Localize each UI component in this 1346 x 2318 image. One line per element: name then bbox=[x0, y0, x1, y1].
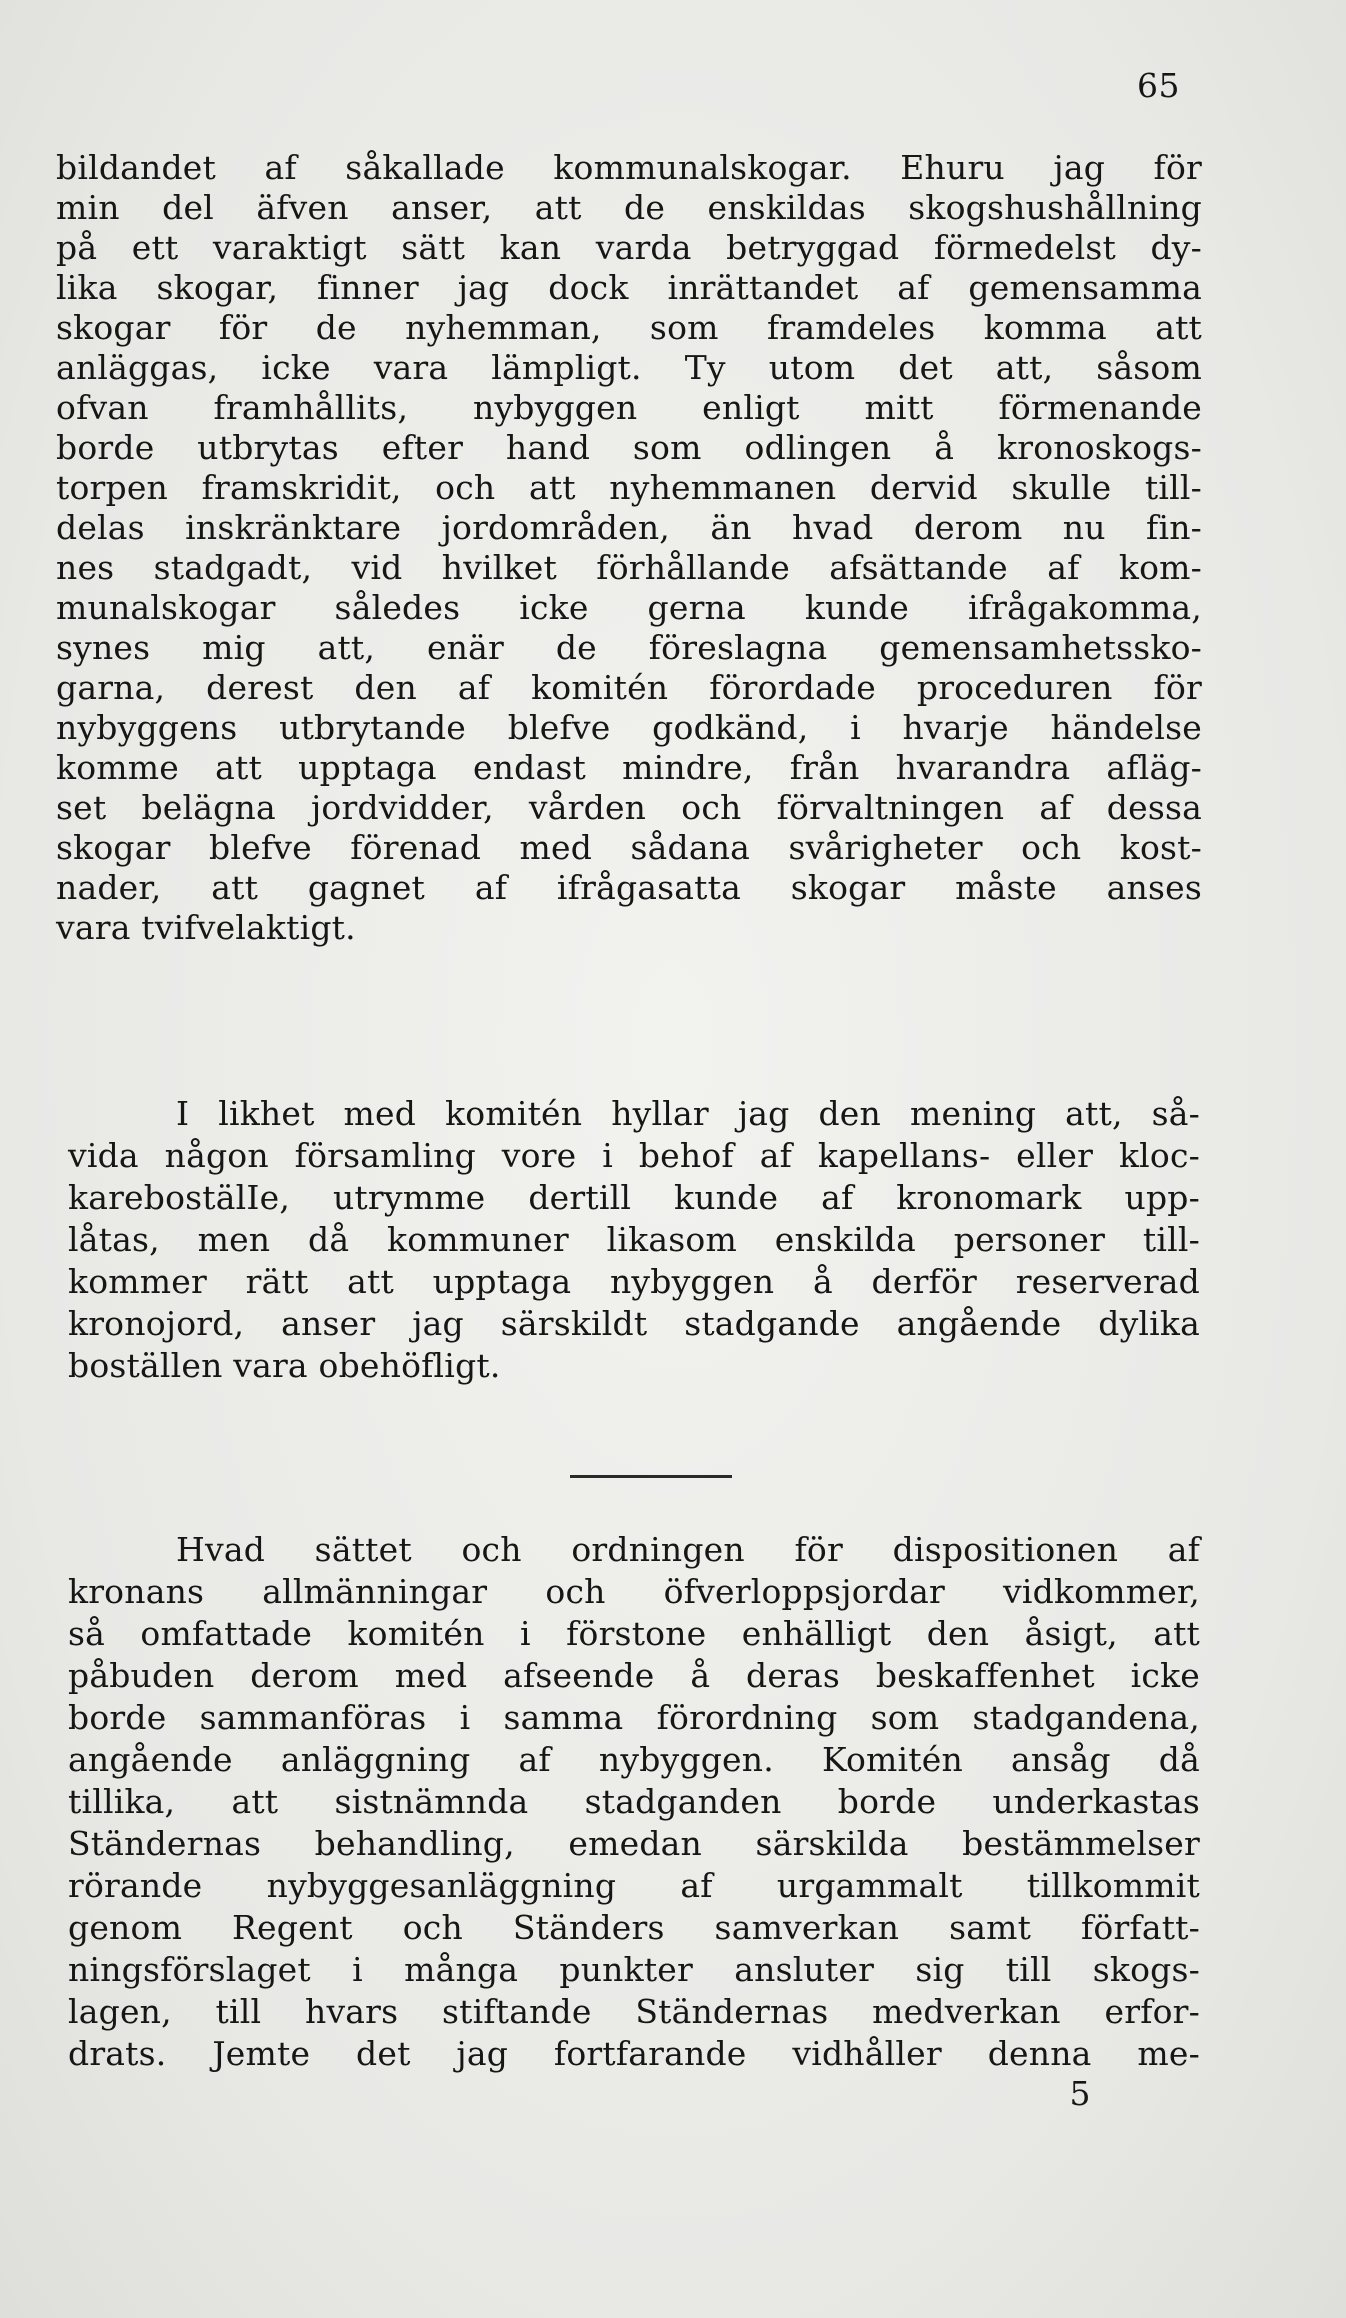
text-line: min del äfven anser, att de enskildas skogshushållning bbox=[56, 188, 1202, 227]
text-line: skogar blefve förenad med sådana svårigheter och kost- bbox=[56, 828, 1202, 867]
text-line: bildandet af såkallade kommunalskogar. Ehuru jag för bbox=[56, 148, 1202, 187]
text-line: karebostälIe, utrymme dertill kunde af kronomark upp- bbox=[68, 1178, 1200, 1217]
text-line: nes stadgadt, vid hvilket förhållande afsättande af kom- bbox=[56, 548, 1202, 587]
text-line: kronojord, anser jag särskildt stadgande angående dylika bbox=[68, 1304, 1200, 1343]
text-line: nybyggens utbrytande blefve godkänd, i hvarje händelse bbox=[56, 708, 1202, 747]
text-line: I likhet med komitén hyllar jag den mening att, så- bbox=[176, 1094, 1200, 1133]
text-line: rörande nybyggesanläggning af urgammalt tillkommit bbox=[68, 1866, 1200, 1905]
text-line: genom Regent och Ständers samverkan samt författ- bbox=[68, 1908, 1200, 1947]
text-line: lika skogar, finner jag dock inrättandet af gemensamma bbox=[56, 268, 1202, 307]
text-line: ofvan framhållits, nybyggen enligt mitt förmenande bbox=[56, 388, 1202, 427]
text-line: synes mig att, enär de föreslagna gemensamhetssko- bbox=[56, 628, 1202, 667]
text-line: delas inskränktare jordområden, än hvad derom nu fin- bbox=[56, 508, 1202, 547]
text-line: Hvad sättet och ordningen för dispositionen af bbox=[176, 1530, 1200, 1569]
text-line: nader, att gagnet af ifrågasatta skogar måste anses bbox=[56, 868, 1202, 907]
text-line: torpen framskridit, och att nyhemmanen dervid skulle till- bbox=[56, 468, 1202, 507]
text-line: drats. Jemte det jag fortfarande vidhåller denna me- bbox=[68, 2034, 1200, 2073]
text-line: vara tvifvelaktigt. bbox=[56, 908, 356, 947]
text-line: vida någon församling vore i behof af kapellans- eller kloc- bbox=[68, 1136, 1200, 1175]
section-divider bbox=[570, 1475, 732, 1478]
text-line: boställen vara obehöfligt. bbox=[68, 1346, 501, 1385]
text-line: på ett varaktigt sätt kan varda betryggad förmedelst dy- bbox=[56, 228, 1202, 267]
text-line: kommer rätt att upptaga nybyggen å derför reserverad bbox=[68, 1262, 1200, 1301]
text-line: komme att upptaga endast mindre, från hvarandra afläg- bbox=[56, 748, 1202, 787]
text-line: garna, derest den af komitén förordade proceduren för bbox=[56, 668, 1202, 707]
text-line: skogar för de nyhemman, som framdeles komma att bbox=[56, 308, 1202, 347]
text-line: lagen, till hvars stiftande Ständernas medverkan erfor- bbox=[68, 1992, 1200, 2031]
text-line: kronans allmänningar och öfverloppsjordar vidkommer, bbox=[68, 1572, 1200, 1611]
text-line: tillika, att sistnämnda stadganden borde underkastas bbox=[68, 1782, 1200, 1821]
text-line: borde utbrytas efter hand som odlingen å kronoskogs- bbox=[56, 428, 1202, 467]
text-line: så omfattade komitén i förstone enhälligt den åsigt, att bbox=[68, 1614, 1200, 1653]
text-line: angående anläggning af nybyggen. Komitén ansåg då bbox=[68, 1740, 1200, 1779]
text-line: låtas, men då kommuner likasom enskilda personer till- bbox=[68, 1220, 1200, 1259]
text-line: påbuden derom med afseende å deras beskaffenhet icke bbox=[68, 1656, 1200, 1695]
text-line: Ständernas behandling, emedan särskilda bestämmelser bbox=[68, 1824, 1200, 1863]
signature-mark: 5 bbox=[1069, 2074, 1091, 2113]
text-line: borde sammanföras i samma förordning som stadgandena, bbox=[68, 1698, 1200, 1737]
text-line: set belägna jordvidder, vården och förvaltningen af dessa bbox=[56, 788, 1202, 827]
text-line: ningsförslaget i många punkter ansluter sig till skogs- bbox=[68, 1950, 1200, 1989]
page-number: 65 bbox=[1137, 66, 1180, 105]
text-line: munalskogar således icke gerna kunde ifrågakomma, bbox=[56, 588, 1202, 627]
text-line: anläggas, icke vara lämpligt. Ty utom det att, såsom bbox=[56, 348, 1202, 387]
